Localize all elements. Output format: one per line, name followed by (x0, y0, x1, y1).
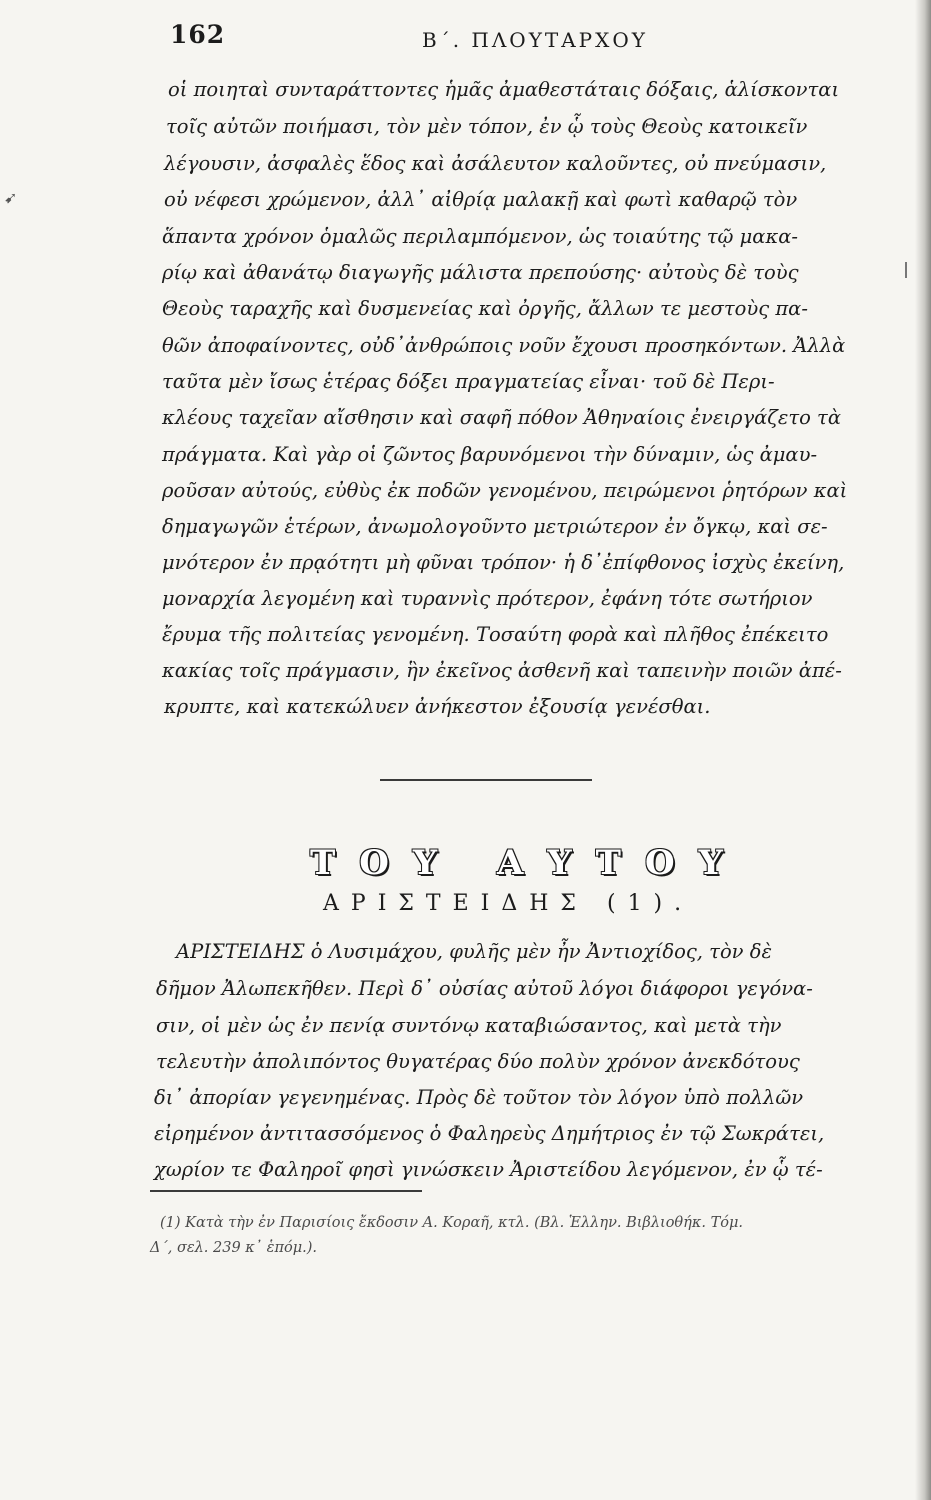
footnote-line: Δ΄, σελ. 239 κ᾽ ἑπόμ.). (150, 1240, 318, 1256)
text-line: κακίας τοῖς πράγμασιν, ἣν ἐκεῖνος ἀσθενῆ καὶ ταπεινὴν ποιῶν ἀπέ- (162, 659, 842, 682)
section-subtitle: ΑΡΙΣΤΕΙΔΗΣ (1). (323, 891, 694, 916)
text-line: χωρίον τε Φαληροῖ φησὶ γινώσκειν Ἀριστείδου λεγόμενον, ἐν ᾧ τέ- (154, 1158, 823, 1181)
page-binding-edge (915, 0, 931, 1500)
text-line: τοῖς αὐτῶν ποιήμασι, τὸν μὲν τόπον, ἐν ᾧ τοὺς Θεοὺς κατοικεῖν (166, 115, 808, 138)
page-header (170, 20, 850, 60)
text-line: δημαγωγῶν ἑτέρων, ἀνωμολογοῦντο μετριώτερον ἐν ὄγκῳ, καὶ σε- (162, 515, 828, 538)
text-line: πράγματα. Καὶ γὰρ οἱ ζῶντος βαρυνόμενοι τὴν δύναμιν, ὡς ἀμαυ- (162, 443, 818, 466)
section-title: ΤΟΥ ΑΥΤΟΥ (310, 843, 747, 883)
page-number: 162 (170, 20, 226, 49)
text-line: ροῦσαν αὐτούς, εὐθὺς ἐκ ποδῶν γενομένου, πειρώμενοι ῥητόρων καὶ (162, 479, 848, 502)
text-line: οἱ ποιηταὶ συνταράττοντες ἡμᾶς ἀμαθεστάταις δόξαις, ἁλίσκονται (168, 78, 840, 101)
text-line: λέγουσιν, ἀσφαλὲς ἕδος καὶ ἀσάλευτον καλοῦντες, οὐ πνεύμασιν, (164, 152, 827, 175)
text-line: δι᾽ ἀπορίαν γεγενημένας. Πρὸς δὲ τοῦτον τὸν λόγον ὑπὸ πολλῶν (154, 1086, 804, 1109)
text-line: εἰρημένον ἀντιτασσόμενος ὁ Φαληρεὺς Δημήτριος ἐν τῷ Σωκράτει, (154, 1122, 825, 1145)
text-line: κλέους ταχεῖαν αἴσθησιν καὶ σαφῆ πόθον Ἀθηναίοις ἐνειργάζετο τὰ (162, 406, 841, 429)
running-head: Β΄. ΠΛΟΥΤΑΡΧΟΥ (422, 28, 648, 52)
text-line: ΑΡΙΣΤΕΙΔΗΣ ὁ Λυσιμάχου, φυλῆς μὲν ἦν Ἀντιοχίδος, τὸν δὲ (176, 940, 772, 963)
text-line: οὐ νέφεσι χρώμενον, ἀλλ᾽ αἰθρίᾳ μαλακῇ καὶ φωτὶ καθαρῷ τὸν (164, 188, 798, 211)
text-line: ἔρυμα τῆς πολιτείας γενομένη. Τοσαύτη φορὰ καὶ πλῆθος ἐπέκειτο (162, 623, 829, 646)
margin-mark: ➹ (4, 188, 18, 207)
margin-tick (905, 262, 907, 278)
footnote-line: (1) Κατὰ τὴν ἐν Παρισίοις ἔκδοσιν Α. Κοραῆ, κτλ. (Βλ. Ἑλλην. Βιβλιοθήκ. Τόμ. (160, 1215, 744, 1231)
text-line: ταῦτα μὲν ἴσως ἑτέρας δόξει πραγματείας εἶναι· τοῦ δὲ Περι- (162, 370, 775, 393)
text-line: κρυπτε, καὶ κατεκώλυεν ἀνήκεστον ἐξουσίᾳ γενέσθαι. (164, 695, 711, 718)
text-line: δῆμον Ἀλωπεκῆθεν. Περὶ δ᾽ οὐσίας αὐτοῦ λόγοι διάφοροι γεγόνα- (156, 977, 813, 1000)
text-line: τελευτὴν ἀπολιπόντος θυγατέρας δύο πολὺν χρόνον ἀνεκδότους (156, 1050, 800, 1073)
text-line: σιν, οἱ μὲν ὡς ἐν πενίᾳ συντόνῳ καταβιώσαντος, καὶ μετὰ τὴν (156, 1014, 782, 1037)
text-line: ἅπαντα χρόνον ὁμαλῶς περιλαμπόμενον, ὡς τοιαύτης τῷ μακα- (162, 225, 798, 248)
text-line: θῶν ἀποφαίνοντες, οὐδ᾽ἀνθρώποις νοῦν ἔχουσι προσηκόντων. Ἀλλὰ (162, 334, 846, 357)
text-line: μνότερον ἐν πρᾳότητι μὴ φῦναι τρόπον· ἡ δ᾽ἐπίφθονος ἰσχὺς ἐκείνη, (162, 551, 845, 574)
text-line: ρίῳ καὶ ἀθανάτῳ διαγωγῆς μάλιστα πρεπούσης· αὐτοὺς δὲ τοὺς (162, 261, 799, 284)
text-line: Θεοὺς ταραχῆς καὶ δυσμενείας καὶ ὀργῆς, ἄλλων τε μεστοὺς πα- (162, 297, 808, 320)
section-divider (380, 779, 592, 781)
text-line: μοναρχία λεγομένη καὶ τυραννὶς πρότερον, ἐφάνη τότε σωτήριον (162, 587, 813, 610)
footnote-divider (150, 1190, 422, 1192)
